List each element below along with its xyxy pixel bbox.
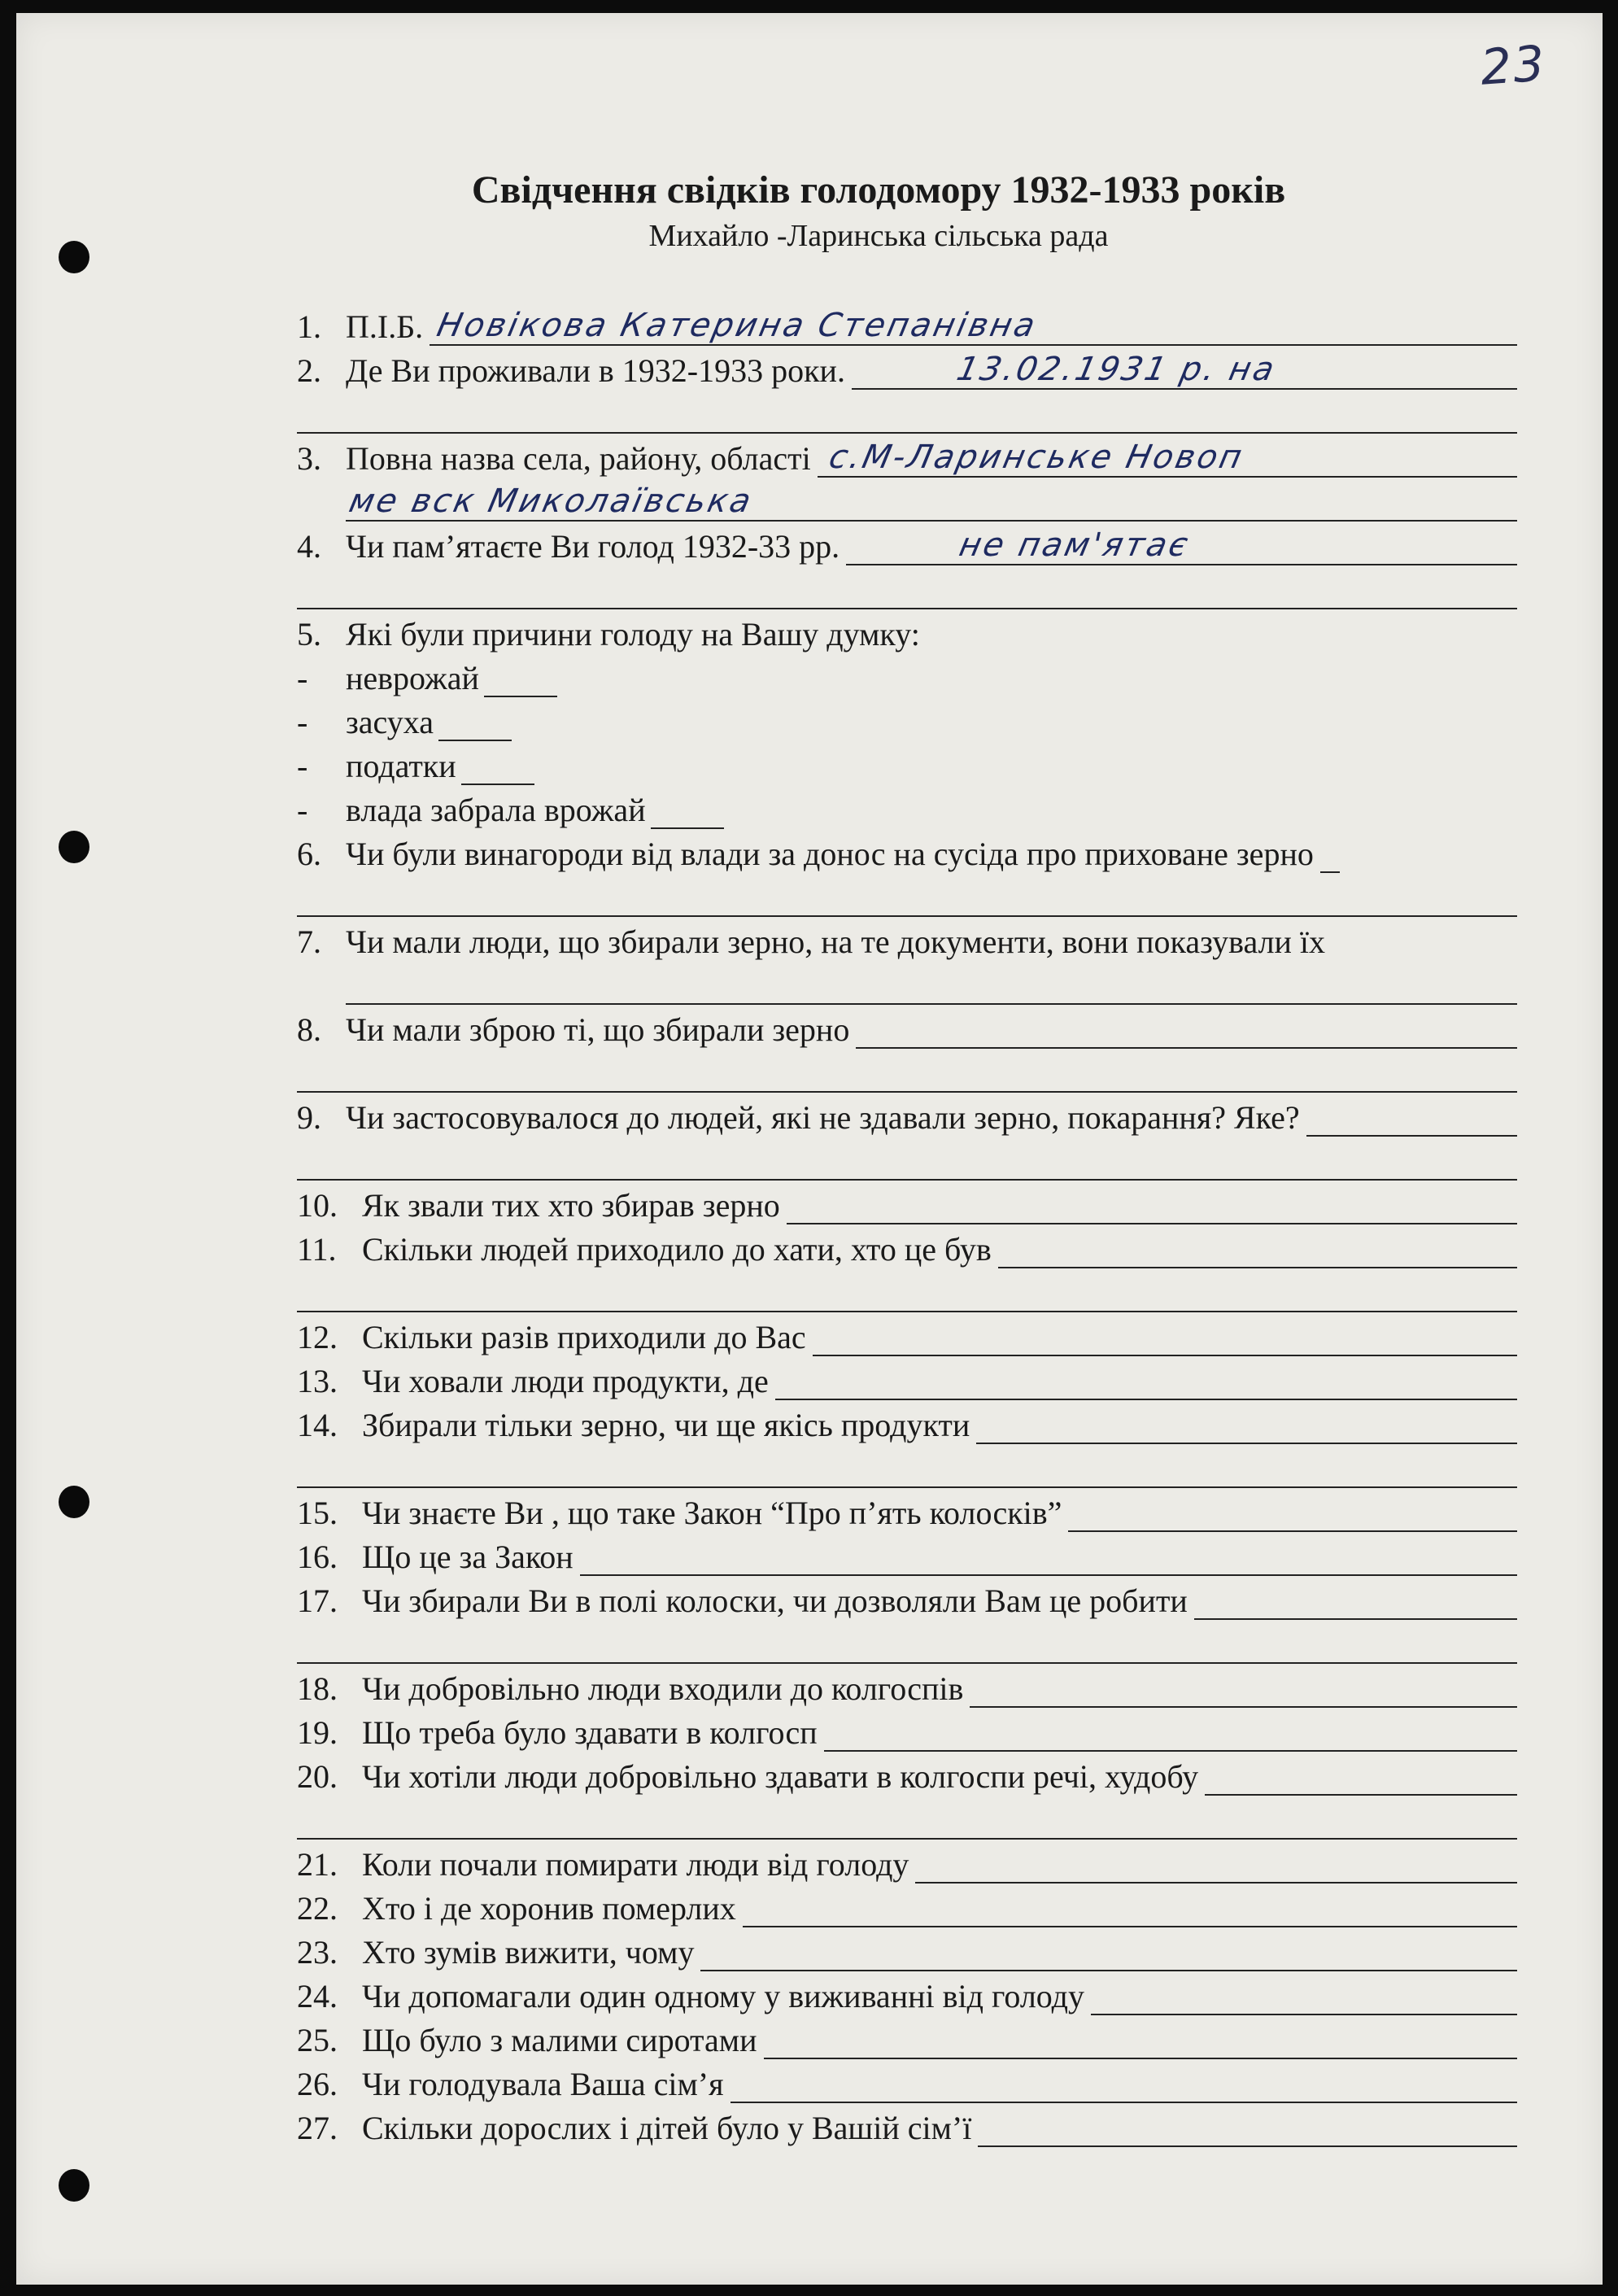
- handwritten-answer-4: не пам'ятає: [956, 526, 1194, 564]
- answer-field-1[interactable]: [430, 307, 1517, 346]
- answer-field-22[interactable]: [743, 1898, 1517, 1927]
- page-number: 23: [1478, 35, 1548, 97]
- answer-field-18[interactable]: [970, 1678, 1517, 1708]
- page-subtitle: Михайло -Ларинська сільська рада: [648, 219, 1109, 253]
- answer-field-7[interactable]: [346, 976, 1517, 1005]
- question-26: 26. Чи голодувала Ваша сім’я: [297, 2059, 1517, 2103]
- punch-hole: [59, 831, 89, 863]
- answer-field-4[interactable]: [846, 526, 1517, 565]
- question-8: 8. Чи мали зброю ті, що збирали зерно: [297, 1005, 1517, 1049]
- answer-continuation: [297, 1137, 1517, 1181]
- answer-field-8b[interactable]: [297, 1063, 1517, 1093]
- answer-field-16[interactable]: [580, 1547, 1517, 1576]
- question-20: 20. Чи хотіли люди добровільно здавати в колгоспи речі, худобу: [297, 1752, 1517, 1796]
- answer-field-20[interactable]: [1205, 1766, 1517, 1796]
- answer-field-6[interactable]: [1320, 844, 1340, 873]
- answer-continuation: [297, 1268, 1517, 1312]
- answer-field-27[interactable]: [978, 2118, 1517, 2147]
- question-6: 6. Чи були винагороди від влади за донос на сусіда про приховане зерно: [297, 829, 1517, 873]
- answer-continuation: [297, 1620, 1517, 1664]
- answer-continuation: [297, 565, 1517, 609]
- answer-field-11b[interactable]: [297, 1283, 1517, 1312]
- option-drought: - засуха: [297, 697, 1517, 741]
- answer-field-6b[interactable]: [297, 888, 1517, 917]
- option-crop-failure: - неврожай: [297, 653, 1517, 697]
- question-25: 25. Що було з малими сиротами: [297, 2015, 1517, 2059]
- answer-field-9[interactable]: [1306, 1107, 1517, 1137]
- answer-continuation: [297, 961, 1517, 1005]
- question-22: 22. Хто і де хоронив померлих: [297, 1884, 1517, 1927]
- option-field[interactable]: [461, 756, 534, 785]
- answer-field-11[interactable]: [998, 1239, 1517, 1268]
- question-24: 24. Чи допомагали один одному у виживанні від голоду: [297, 1971, 1517, 2015]
- question-2: 2. Де Ви проживали в 1932-1933 роки. 13.02.1931 р. на: [297, 346, 1517, 390]
- question-14: 14. Збирали тільки зерно, чи ще якісь продукти: [297, 1400, 1517, 1444]
- answer-field-19[interactable]: [824, 1722, 1517, 1752]
- handwritten-answer-2: 13.02.1931 р. на: [953, 351, 1280, 388]
- handwritten-answer-3b: ме вск Миколаївська: [346, 482, 757, 520]
- punch-hole: [59, 1486, 89, 1518]
- question-16: 16. Що це за Закон: [297, 1532, 1517, 1576]
- question-13: 13. Чи ховали люди продукти, де: [297, 1356, 1517, 1400]
- handwritten-answer-3: с.М-Ларинське Новоп: [825, 439, 1248, 476]
- question-3: 3. Повна назва села, району, області с.М-Ларинське Новоп: [297, 434, 1517, 478]
- answer-field-14b[interactable]: [297, 1459, 1517, 1488]
- answer-continuation: [297, 478, 1517, 522]
- question-18: 18. Чи добровільно люди входили до колгоспів: [297, 1664, 1517, 1708]
- answer-field-20b[interactable]: [297, 1810, 1517, 1840]
- question-1: 1. П.І.Б. Новікова Катерина Степанівна: [297, 302, 1517, 346]
- option-field[interactable]: [651, 800, 724, 829]
- question-12: 12. Скільки разів приходили до Вас: [297, 1312, 1517, 1356]
- answer-field-2b[interactable]: [297, 404, 1517, 434]
- answer-field-3b[interactable]: [346, 482, 1517, 522]
- answer-field-25[interactable]: [764, 2030, 1518, 2059]
- question-5: 5. Які були причини голоду на Вашу думку:: [297, 616, 920, 653]
- question-23: 23. Хто зумів вижити, чому: [297, 1927, 1517, 1971]
- answer-field-14[interactable]: [976, 1415, 1517, 1444]
- answer-field-10[interactable]: [787, 1195, 1517, 1224]
- answer-continuation: [297, 873, 1517, 917]
- question-9: 9. Чи застосовувалося до людей, які не здавали зерно, покарання? Яке?: [297, 1093, 1517, 1137]
- question-27: 27. Скільки дорослих і дітей було у Вашій сім’ї: [297, 2103, 1517, 2147]
- answer-field-4b[interactable]: [297, 580, 1517, 609]
- answer-field-26[interactable]: [730, 2074, 1517, 2103]
- questionnaire: [297, 302, 1517, 2147]
- answer-field-15[interactable]: [1068, 1503, 1517, 1532]
- option-field[interactable]: [438, 712, 512, 741]
- question-10: 10. Як звали тих хто збирав зерно: [297, 1181, 1517, 1224]
- handwritten-answer-1: Новікова Катерина Степанівна: [434, 307, 1041, 344]
- answer-continuation: [297, 390, 1517, 434]
- answer-field-8[interactable]: [856, 1019, 1517, 1049]
- option-taxes: - податки: [297, 741, 1517, 785]
- answer-field-17[interactable]: [1194, 1591, 1517, 1620]
- question-15: 15. Чи знаєте Ви , що таке Закон “Про п’ять колосків”: [297, 1488, 1517, 1532]
- question-21: 21. Коли почали помирати люди від голоду: [297, 1840, 1517, 1884]
- answer-field-23[interactable]: [700, 1942, 1517, 1971]
- answer-field-3[interactable]: [818, 439, 1517, 478]
- answer-field-17b[interactable]: [297, 1635, 1517, 1664]
- option-field[interactable]: [484, 668, 557, 697]
- question-4: 4. Чи пам’ятаєте Ви голод 1932-33 рр. не пам'ятає: [297, 522, 1517, 565]
- answer-continuation: [297, 1444, 1517, 1488]
- option-harvest-taken: - влада забрала врожай: [297, 785, 1517, 829]
- answer-field-21[interactable]: [915, 1854, 1517, 1884]
- answer-field-13[interactable]: [775, 1371, 1517, 1400]
- answer-field-2[interactable]: [852, 351, 1517, 390]
- answer-continuation: [297, 1796, 1517, 1840]
- question-11: 11. Скільки людей приходило до хати, хто це був: [297, 1224, 1517, 1268]
- answer-continuation: [297, 1049, 1517, 1093]
- question-7: 7. Чи мали люди, що збирали зерно, на те документи, вони показували їх: [297, 923, 1326, 960]
- question-17: 17. Чи збирали Ви в полі колоски, чи дозволяли Вам це робити: [297, 1576, 1517, 1620]
- answer-field-12[interactable]: [813, 1327, 1517, 1356]
- punch-hole: [59, 2169, 89, 2202]
- document-page: [16, 13, 1603, 2285]
- answer-field-24[interactable]: [1091, 1986, 1517, 2015]
- answer-field-9b[interactable]: [297, 1151, 1517, 1181]
- question-19: 19. Що треба було здавати в колгосп: [297, 1708, 1517, 1752]
- page-title: Свідчення свідків голодомору 1932-1933 років: [471, 168, 1286, 212]
